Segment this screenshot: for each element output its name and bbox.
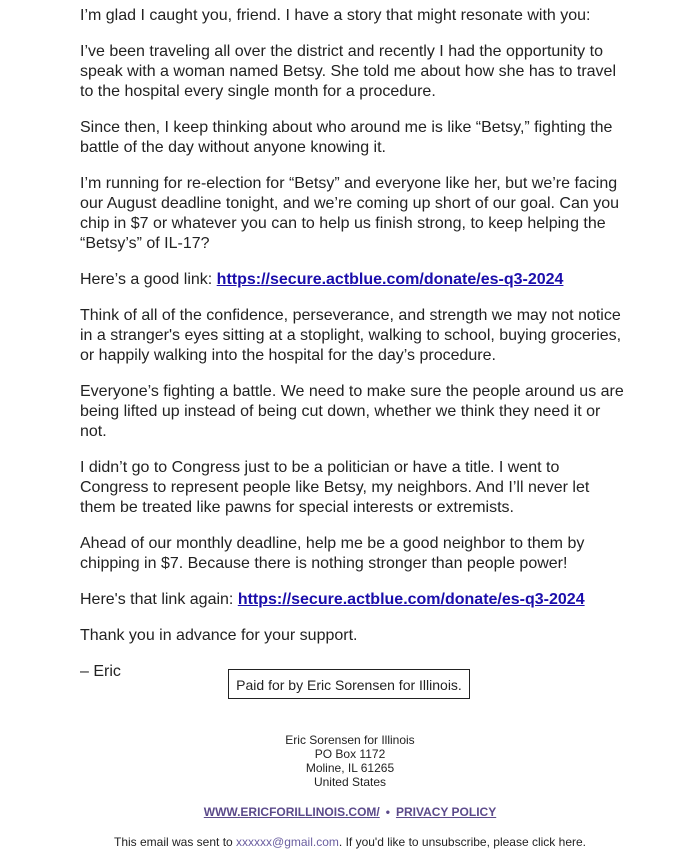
signature: – Eric: [80, 663, 121, 680]
paragraph: I’ve been traveling all over the district and recently I had the opportunity to speak with a woman named Betsy. She told me about how she has to travel to the hospital every single month for a procedure.: [80, 43, 616, 100]
sent-prefix: This email was sent to: [113, 835, 237, 849]
link-prefix: Here’s a good link:: [80, 271, 217, 288]
donate-link-paragraph: [80, 270, 628, 290]
donate-link-paragraph-2: [80, 590, 628, 610]
paragraph: Think of all of the confidence, perseverance, and strength we may not notice in a stranger's eyes sitting at a stoplight, walking to school, buying groceries, or happily walking into the hospital for the day’s procedure.: [80, 307, 622, 364]
donate-link-2[interactable]: https://secure.actblue.com/donate/es-q3-2024: [237, 591, 585, 608]
donate-link[interactable]: https://secure.actblue.com/donate/es-q3-2024: [216, 271, 564, 288]
privacy-policy-link[interactable]: PRIVACY POLICY: [395, 805, 497, 819]
address-line: United States: [313, 775, 387, 789]
paragraph: Ahead of our monthly deadline, help me be a good neighbor to them by chipping in $7. Because there is nothing stronger than people power!: [80, 535, 585, 572]
closing: Thank you in advance for your support.: [80, 627, 358, 644]
unsubscribe-text[interactable]: . If you'd like to unsubscribe, please click here.: [338, 835, 586, 849]
address-line: Moline, IL 61265: [305, 761, 395, 775]
address-line: Eric Sorensen for Illinois: [285, 733, 415, 747]
paragraph: Since then, I keep thinking about who around me is like “Betsy,” fighting the battle of the day without anyone knowing it.: [80, 119, 613, 156]
paragraph: I’m glad I caught you, friend. I have a story that might resonate with you:: [80, 7, 591, 24]
paragraph: I’m running for re-election for “Betsy” and everyone like her, but we’re facing our August deadline tonight, and we’re coming up short of our goal. Can you chip in $7 or whatever you can to help us finish strong, to keep helping the “Betsy’s” of IL-17?: [80, 175, 620, 252]
sent-notice: [0, 835, 700, 849]
paid-for-disclaimer: Paid for by Eric Sorensen for Illinois.: [228, 669, 470, 699]
mailing-address: [0, 733, 700, 789]
email-body: [80, 6, 628, 698]
address-line: PO Box 1172: [314, 747, 386, 761]
paragraph: I didn’t go to Congress just to be a politician or have a title. I went to Congress to represent people like Betsy, my neighbors. And I’ll never let them be treated like pawns for special interests or extremists.: [80, 459, 590, 516]
separator: •: [385, 805, 390, 819]
paragraph: Everyone’s fighting a battle. We need to make sure the people around us are being lifted up instead of being cut down, whether we think they need it or not.: [80, 383, 624, 440]
recipient-email[interactable]: xxxxxx@gmail.com: [236, 835, 339, 849]
website-link[interactable]: WWW.ERICFORILLINOIS.COM/: [203, 805, 380, 819]
link-prefix: Here's that link again:: [80, 591, 238, 608]
footer-links: [0, 805, 700, 819]
